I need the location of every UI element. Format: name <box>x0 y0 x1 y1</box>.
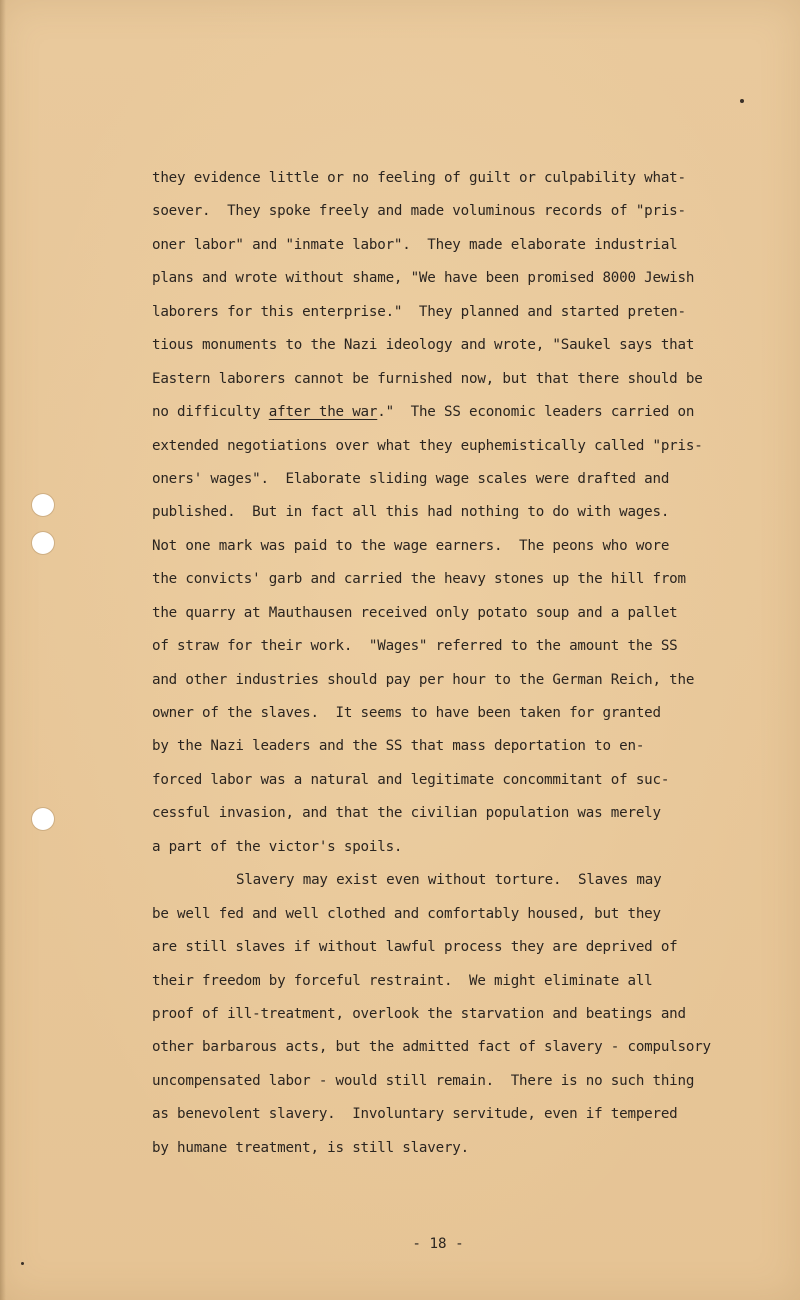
text-line: published. But in fact all this had nothing to do with wages. <box>152 504 670 521</box>
text-line: their freedom by forceful restraint. We might eliminate all <box>152 972 653 989</box>
text-line: be well fed and well clothed and comfortably housed, but they <box>152 905 661 922</box>
text-line: other barbarous acts, but the admitted fact of slavery - compulsory <box>152 1039 711 1056</box>
text-line: tious monuments to the Nazi ideology and wrote, "Saukel says that <box>152 337 695 354</box>
punch-hole-top <box>32 494 54 516</box>
text-line: they evidence little or no feeling of guilt or culpability what- <box>152 170 686 186</box>
text-line: laborers for this enterprise." They planned and started preten- <box>152 303 686 320</box>
text-line: forced labor was a natural and legitimate concommitant of suc- <box>152 771 670 788</box>
text-line: cessful invasion, and that the civilian population was merely <box>152 805 661 822</box>
text-line: the convicts' garb and carried the heavy stones up the hill from <box>152 571 686 588</box>
text-line: the quarry at Mauthausen received only potato soup and a pallet <box>152 604 678 621</box>
text-line: uncompensated labor - would still remain. There is no such thing <box>152 1072 695 1089</box>
page-edge-shadow <box>0 0 6 1300</box>
text-line: owner of the slaves. It seems to have been taken for granted <box>152 705 661 721</box>
punch-hole-middle <box>32 532 54 554</box>
text-line: soever. They spoke freely and made voluminous records of "pris- <box>152 203 686 220</box>
text-line: as benevolent slavery. Involuntary servitude, even if tempered <box>152 1106 678 1123</box>
text-line: oners' wages". Elaborate sliding wage scales were drafted and <box>152 470 670 487</box>
text-segment: no difficulty <box>152 404 269 421</box>
text-line: a part of the victor's spoils. <box>152 838 403 855</box>
paper-speck <box>21 1262 24 1265</box>
text-line: plans and wrote without shame, "We have been promised 8000 Jewish <box>152 270 695 287</box>
text-line: and other industries should pay per hour to the German Reich, the <box>152 671 695 688</box>
text-line: of straw for their work. "Wages" referred to the amount the SS <box>152 638 678 655</box>
underlined-phrase: after the war <box>268 404 378 421</box>
text-line: Slavery may exist even without torture. Slaves may <box>236 872 662 889</box>
body-text <box>152 162 732 1165</box>
punch-hole-bottom <box>32 808 54 830</box>
text-line: proof of ill-treatment, overlook the starvation and beatings and <box>152 1005 686 1022</box>
text-line: by humane treatment, is still slavery. <box>152 1139 469 1156</box>
text-segment: ." The SS economic leaders carried on <box>377 404 695 421</box>
text-line: extended negotiations over what they euphemistically called "pris- <box>152 437 703 454</box>
text-line: oner labor" and "inmate labor". They made elaborate industrial <box>152 236 678 253</box>
page-number: - 18 - <box>412 1236 464 1252</box>
text-line: are still slaves if without lawful process they are deprived of <box>152 939 678 956</box>
text-line: by the Nazi leaders and the SS that mass deportation to en- <box>152 738 645 755</box>
text-line-underlined <box>152 396 732 429</box>
text-line: Not one mark was paid to the wage earners. The peons who wore <box>152 537 670 554</box>
text-line: Eastern laborers cannot be furnished now, but that there should be <box>152 370 703 387</box>
paper-speck <box>740 99 744 103</box>
